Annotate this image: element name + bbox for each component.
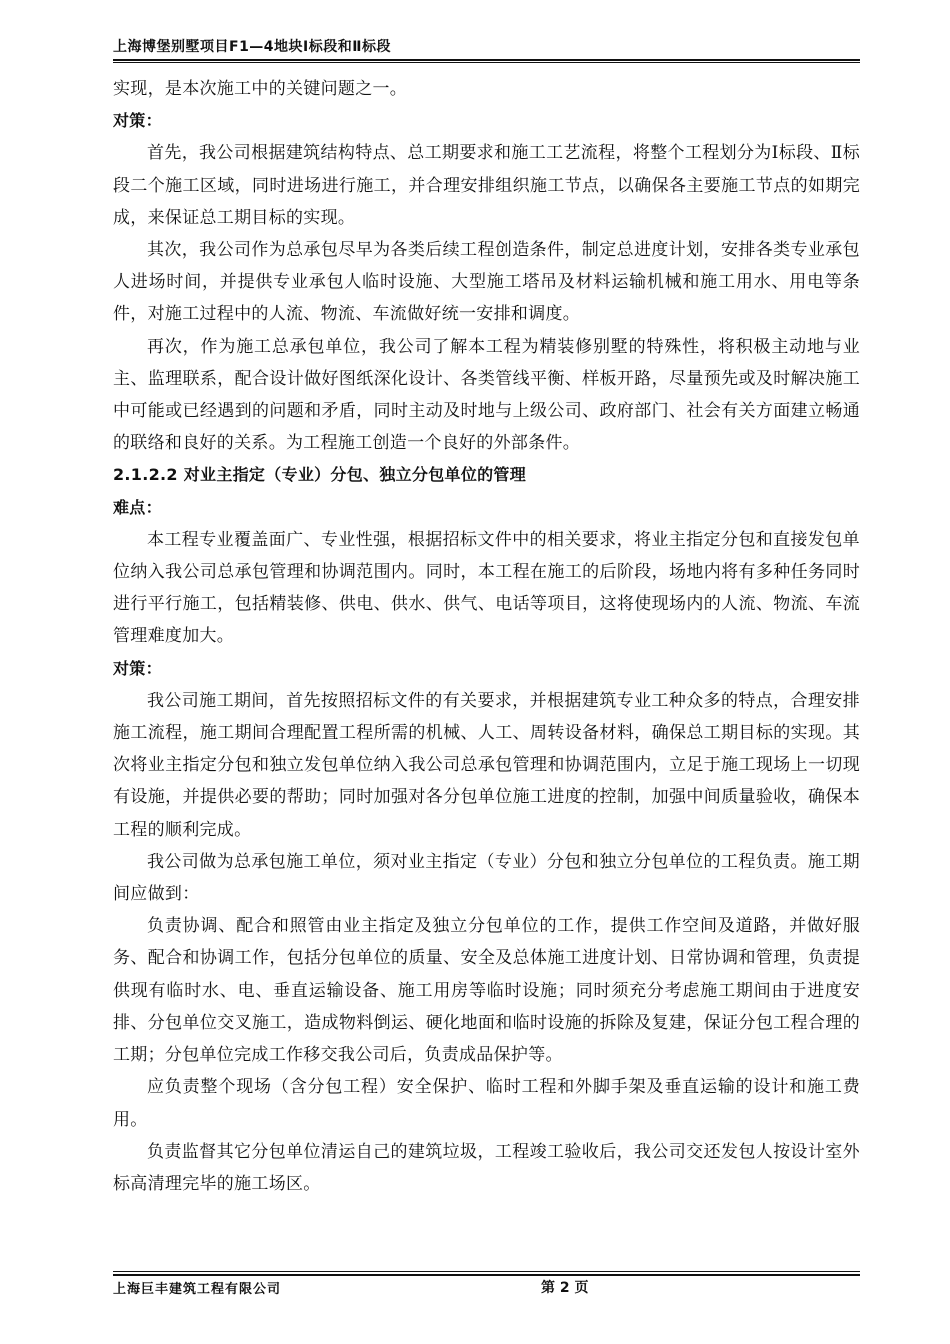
paragraph-safety: 应负责整个现场（含分包工程）安全保护、临时工程和外脚手架及垂直运输的设计和施工费用。 xyxy=(113,1077,860,1130)
paragraph-third: 再次，作为施工总承包单位，我公司了解本工程为精装修别墅的特殊性，将积极主动地与业主、监理联系，配合设计做好图纸深化设计、各类管线平衡、样板开路，尽量预先或及时解决施工中可能或已经遇到的问题和矛盾，同时主动及时地与上级公司、政府部门、社会有关方面建立畅通的联络和良好的关系。为工程施工创造一个良好的外部条件。 xyxy=(113,336,860,454)
header-rule-thick xyxy=(113,59,860,61)
section-heading: 2.1.2.2 对业主指定（专业）分包、独立分包单位的管理 xyxy=(113,465,527,485)
footer-company: 上海巨丰建筑工程有限公司 xyxy=(113,1282,282,1297)
page-header xyxy=(113,38,860,62)
document-body xyxy=(113,73,860,1200)
heading-countermeasure-2: 对策： xyxy=(113,658,162,678)
heading-countermeasure: 对策： xyxy=(113,111,162,131)
paragraph-continuation: 实现，是本次施工中的关键问题之一。 xyxy=(113,79,408,99)
paragraph-responsibility: 我公司做为总承包施工单位，须对业主指定（专业）分包和独立分包单位的工程负责。施工期间应做到： xyxy=(113,851,860,905)
paragraph-difficulty: 本工程专业覆盖面广、专业性强，根据招标文件中的相关要求，将业主指定分包和直接发包单位纳入我公司总承包管理和协调范围内。同时，本工程在施工的后阶段，场地内将有多种任务同时进行平行施工，包括精装修、供电、供水、供气、电话等项目，这将使现场内的人流、物流、车流管理难度加大。 xyxy=(113,529,860,647)
header-rule-thin xyxy=(113,62,860,63)
header-title: 上海博堡别墅项目F1—4地块Ⅰ标段和Ⅱ标段 xyxy=(113,39,391,55)
page-footer xyxy=(113,1271,860,1301)
footer-rule-thick xyxy=(113,1274,860,1276)
paragraph-measures: 我公司施工期间，首先按照招标文件的有关要求，并根据建筑专业工种众多的特点，合理安排施工流程，施工期间合理配置工程所需的机械、人工、周转设备材料，确保总工期目标的实现。其次将业主指定分包和独立发包单位纳入我公司总承包管理和协调范围内，立足于施工现场上一切现有设施，并提供必要的帮助；同时加强对各分包单位施工进度的控制，加强中间质量验收，确保本工程的顺利完成。 xyxy=(113,690,860,840)
paragraph-coordination: 负责协调、配合和照管由业主指定及独立分包单位的工作，提供工作空间及道路，并做好服务、配合和协调工作，包括分包单位的质量、安全及总体施工进度计划、日常协调和管理，负责提供现有临时水、电、垂直运输设备、施工用房等临时设施；同时须充分考虑施工期间由于进度安排、分包单位交叉施工，造成物料倒运、硬化地面和临时设施的拆除及复建，保证分包工程合理的工期；分包单位完成工作移交我公司后，负责成品保护等。 xyxy=(113,916,860,1066)
heading-difficulty: 难点： xyxy=(113,497,162,517)
page-number: 第 2 页 xyxy=(541,1280,589,1296)
footer-rule-thin xyxy=(113,1271,860,1272)
paragraph-cleanup: 负责监督其它分包单位清运自己的建筑垃圾，工程竣工验收后，我公司交还发包人按设计室外标高清理完毕的施工场区。 xyxy=(113,1141,860,1194)
paragraph-second: 其次，我公司作为总承包尽早为各类后续工程创造条件，制定总进度计划，安排各类专业承包人进场时间，并提供专业承包人临时设施、大型施工塔吊及材料运输机械和施工用水、用电等条件，对施工过程中的人流、物流、车流做好统一安排和调度。 xyxy=(113,240,860,325)
paragraph-first: 首先，我公司根据建筑结构特点、总工期要求和施工工艺流程，将整个工程划分为Ⅰ标段、Ⅱ标段二个施工区域，同时进场进行施工，并合理安排组织施工节点，以确保各主要施工节点的如期完成，来保证总工期目标的实现。 xyxy=(113,143,860,228)
